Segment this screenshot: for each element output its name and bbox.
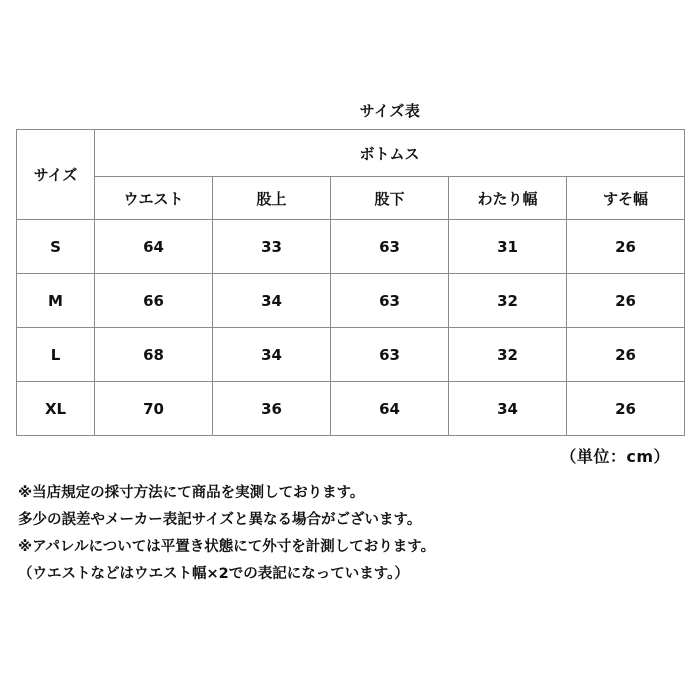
- table-cell: 36: [213, 382, 331, 436]
- note-line: ※アパレルについては平置き状態にて外寸を計測しております。: [18, 539, 436, 555]
- note-line: ※当店規定の採寸方法にて商品を実測しております。: [18, 485, 365, 501]
- note-line: （ウエストなどはウエスト幅×2での表記になっています。）: [18, 566, 409, 582]
- column-header-thigh: わたり幅: [449, 177, 567, 220]
- table-cell: 26: [567, 328, 685, 382]
- table-cell: 33: [213, 220, 331, 274]
- table-row: [17, 328, 685, 382]
- table-cell: 26: [567, 274, 685, 328]
- unit-note: （単位：cm）: [560, 447, 670, 466]
- note-line: 多少の誤差やメーカー表記サイズと異なる場合がございます。: [18, 512, 422, 528]
- table-title: サイズ表: [359, 102, 421, 120]
- group-header-bottoms: ボトムス: [95, 130, 685, 177]
- table-cell: 34: [213, 328, 331, 382]
- table-cell: 32: [449, 274, 567, 328]
- table-cell: 70: [95, 382, 213, 436]
- row-size-label: L: [17, 328, 95, 382]
- table-row: [17, 274, 685, 328]
- table-row: [17, 382, 685, 436]
- table-cell: 26: [567, 382, 685, 436]
- table-cell: 31: [449, 220, 567, 274]
- table-cell: 63: [331, 328, 449, 382]
- row-size-label: M: [17, 274, 95, 328]
- table-cell: 64: [331, 382, 449, 436]
- notes-block: [18, 480, 688, 588]
- table-cell: 66: [95, 274, 213, 328]
- column-header-hem: すそ幅: [567, 177, 685, 220]
- table-row: [17, 220, 685, 274]
- column-header-row: [17, 177, 685, 220]
- table-cell: 26: [567, 220, 685, 274]
- table-cell: 63: [331, 220, 449, 274]
- column-header-waist: ウエスト: [95, 177, 213, 220]
- table-cell: 34: [213, 274, 331, 328]
- column-header-rise: 股上: [213, 177, 331, 220]
- table-cell: 68: [95, 328, 213, 382]
- table-cell: 64: [95, 220, 213, 274]
- table-cell: 63: [331, 274, 449, 328]
- size-column-header: サイズ: [17, 130, 95, 220]
- row-size-label: S: [17, 220, 95, 274]
- column-header-inseam: 股下: [331, 177, 449, 220]
- size-table: [16, 129, 685, 436]
- table-header-row: [17, 130, 685, 177]
- row-size-label: XL: [17, 382, 95, 436]
- table-cell: 32: [449, 328, 567, 382]
- table-cell: 34: [449, 382, 567, 436]
